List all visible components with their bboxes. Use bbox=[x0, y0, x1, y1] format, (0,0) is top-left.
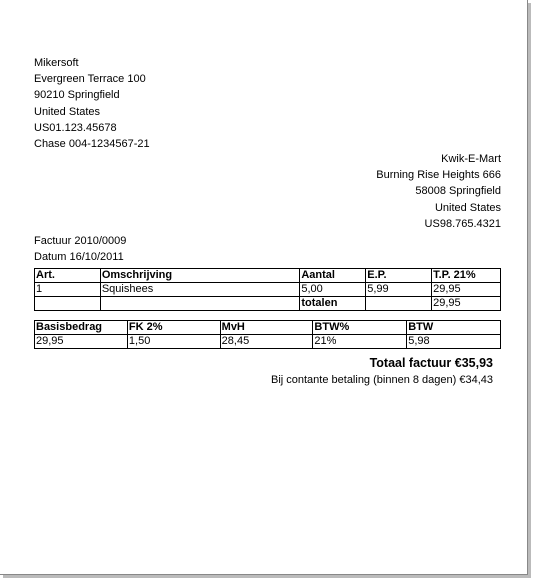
totals-value: 29,95 bbox=[432, 297, 501, 311]
vat-header-row bbox=[35, 321, 501, 335]
header-omschrijving: Omschrijving bbox=[100, 269, 300, 283]
cell-basisbedrag: 29,95 bbox=[35, 335, 128, 349]
cell-aantal: 5,00 bbox=[300, 283, 366, 297]
sender-line: Mikersoft bbox=[34, 57, 79, 69]
vat-table bbox=[34, 320, 501, 349]
sender-line: United States bbox=[34, 105, 101, 118]
invoice-totals bbox=[271, 355, 493, 388]
cell-art: 1 bbox=[35, 283, 101, 297]
sender-line: Chase 004-1234567-21 bbox=[34, 138, 150, 151]
cell-ep: 5,99 bbox=[366, 283, 432, 297]
totals-label: totalen bbox=[300, 297, 366, 311]
cell-btw-pct: 21% bbox=[313, 335, 407, 349]
cell-btw: 5,98 bbox=[407, 335, 501, 349]
header-btw: BTW bbox=[407, 321, 501, 335]
recipient-line: Burning Rise Heights 666 bbox=[376, 169, 501, 182]
invoice-date: Datum 16/10/2011 bbox=[34, 251, 124, 263]
sender-line: Evergreen Terrace 100 bbox=[34, 73, 146, 86]
table-row bbox=[35, 335, 501, 349]
header-aantal: Aantal bbox=[300, 269, 366, 283]
cell-mvh: 28,45 bbox=[220, 335, 313, 349]
recipient-address bbox=[376, 151, 501, 232]
recipient-line: US98.765.4321 bbox=[424, 217, 501, 230]
header-mvh: MvH bbox=[220, 321, 313, 335]
recipient-line: 58008 Springfield bbox=[415, 185, 501, 198]
sender-address bbox=[34, 55, 150, 152]
header-art: Art. bbox=[35, 269, 101, 283]
recipient-line: United States bbox=[434, 201, 501, 214]
invoice-number: Factuur 2010/0009 bbox=[34, 235, 127, 247]
items-table bbox=[34, 268, 501, 311]
totals-row bbox=[35, 297, 501, 311]
header-tp: T.P. 21% bbox=[432, 269, 501, 283]
cell-fk: 1,50 bbox=[127, 335, 220, 349]
header-ep: E.P. bbox=[366, 269, 432, 283]
cash-payment-total: Bij contante betaling (binnen 8 dagen) €34,43 bbox=[270, 374, 493, 386]
cell-empty bbox=[366, 297, 432, 311]
cell-empty bbox=[100, 297, 300, 311]
header-fk: FK 2% bbox=[127, 321, 220, 335]
header-basisbedrag: Basisbedrag bbox=[35, 321, 128, 335]
sender-line: US01.123.45678 bbox=[34, 121, 117, 134]
invoice-meta bbox=[34, 233, 126, 265]
items-header-row bbox=[35, 269, 501, 283]
cell-empty bbox=[35, 297, 101, 311]
invoice-total: Totaal factuur €35,93 bbox=[369, 356, 493, 370]
cell-tp: 29,95 bbox=[432, 283, 501, 297]
header-btw-pct: BTW% bbox=[313, 321, 407, 335]
table-row bbox=[35, 283, 501, 297]
recipient-line: Kwik-E-Mart bbox=[441, 153, 501, 165]
cell-omschrijving: Squishees bbox=[100, 283, 300, 297]
sender-line: 90210 Springfield bbox=[34, 89, 120, 102]
